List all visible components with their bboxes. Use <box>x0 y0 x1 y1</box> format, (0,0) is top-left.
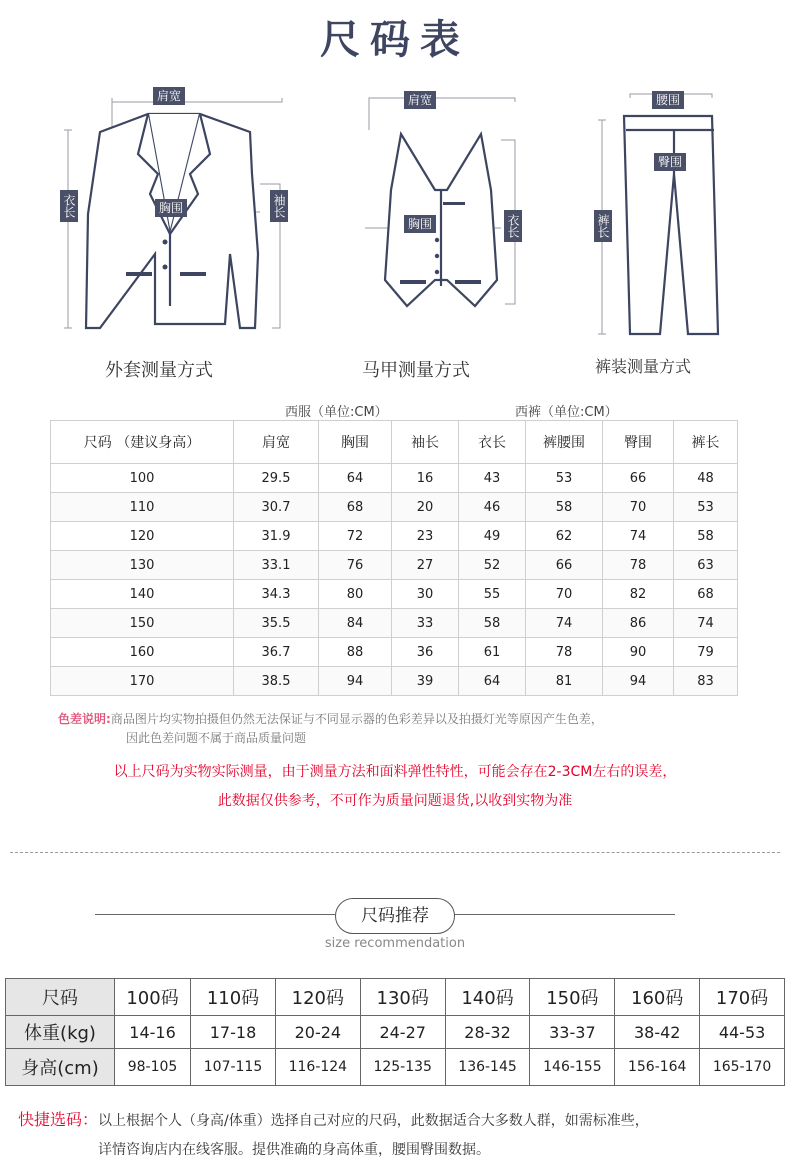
size-table-cell: 36.7 <box>234 638 319 667</box>
header-chest: 胸围 <box>319 421 392 464</box>
recommend-cell: 150码 <box>530 979 615 1016</box>
size-table-cell: 84 <box>319 609 392 638</box>
size-table-cell: 61 <box>459 638 526 667</box>
size-table-cell: 66 <box>603 464 674 493</box>
size-table-cell: 36 <box>392 638 459 667</box>
recommend-cell: 20-24 <box>275 1016 360 1049</box>
size-table-cell: 58 <box>459 609 526 638</box>
size-table-cell: 53 <box>526 464 603 493</box>
jacket-sleeve-tag: 袖长 <box>270 190 288 222</box>
size-table-cell: 46 <box>459 493 526 522</box>
header-size: 尺码 （建议身高） <box>51 421 234 464</box>
recommend-row <box>6 1016 785 1049</box>
recommend-table <box>5 978 785 1086</box>
size-table-cell: 34.3 <box>234 580 319 609</box>
recommend-cell: 130码 <box>360 979 445 1016</box>
jacket-length-tag: 衣长 <box>60 190 78 222</box>
size-table-cell: 78 <box>603 551 674 580</box>
pants-length-tag: 裤长 <box>594 210 612 242</box>
size-table-cell: 33.1 <box>234 551 319 580</box>
recommend-cell: 14-16 <box>115 1016 191 1049</box>
size-table-cell: 83 <box>674 667 738 696</box>
size-table-row <box>51 464 738 493</box>
size-table-cell: 82 <box>603 580 674 609</box>
recommend-row <box>6 979 785 1016</box>
size-table-cell: 120 <box>51 522 234 551</box>
recommend-cell: 165-170 <box>700 1049 785 1086</box>
recommend-cell: 44-53 <box>700 1016 785 1049</box>
header-length: 衣长 <box>459 421 526 464</box>
recommend-cell: 170码 <box>700 979 785 1016</box>
size-table-row <box>51 667 738 696</box>
recommend-cell: 100码 <box>115 979 191 1016</box>
size-table-cell: 64 <box>459 667 526 696</box>
color-note-label: 色差说明: <box>58 712 111 726</box>
jacket-shoulder-tag: 肩宽 <box>153 87 185 105</box>
size-table-cell: 30.7 <box>234 493 319 522</box>
size-table-cell: 74 <box>603 522 674 551</box>
size-table-cell: 62 <box>526 522 603 551</box>
size-table-cell: 68 <box>319 493 392 522</box>
size-table-cell: 33 <box>392 609 459 638</box>
size-table-row <box>51 638 738 667</box>
recommend-cell: 140码 <box>445 979 530 1016</box>
jacket-chest-tag: 胸围 <box>155 199 187 217</box>
header-sleeve: 袖长 <box>392 421 459 464</box>
tip-line1: 以上根据个人（身高/体重）选择自己对应的尺码，此数据适合大多数人群，如需标准些， <box>98 1113 649 1129</box>
recommend-cell: 160码 <box>615 979 700 1016</box>
recommend-cell: 125-135 <box>360 1049 445 1086</box>
vest-chest-tag: 胸围 <box>404 215 436 233</box>
warning-line2: 此数据仅供参考，不可作为质量问题退货,以收到实物为准 <box>217 793 573 809</box>
recommend-row <box>6 1049 785 1086</box>
size-table-cell: 16 <box>392 464 459 493</box>
header-hip: 臀围 <box>603 421 674 464</box>
size-table-cell: 48 <box>674 464 738 493</box>
size-table-cell: 63 <box>674 551 738 580</box>
recommend-cell: 98-105 <box>115 1049 191 1086</box>
size-table-cell: 68 <box>674 580 738 609</box>
size-table-cell: 94 <box>603 667 674 696</box>
size-table-cell: 170 <box>51 667 234 696</box>
size-table-cell: 74 <box>674 609 738 638</box>
header-shoulder: 肩宽 <box>234 421 319 464</box>
size-table-cell: 90 <box>603 638 674 667</box>
recommend-cell: 156-164 <box>615 1049 700 1086</box>
size-table-cell: 72 <box>319 522 392 551</box>
size-table-cell: 81 <box>526 667 603 696</box>
size-table-cell: 39 <box>392 667 459 696</box>
size-table-cell: 79 <box>674 638 738 667</box>
size-table-cell: 52 <box>459 551 526 580</box>
size-table-cell: 64 <box>319 464 392 493</box>
vest-diagram <box>355 90 525 320</box>
recommend-cell: 28-32 <box>445 1016 530 1049</box>
size-table-cell: 70 <box>603 493 674 522</box>
recommend-cell: 116-124 <box>275 1049 360 1086</box>
size-table-row <box>51 609 738 638</box>
size-table-cell: 74 <box>526 609 603 638</box>
quick-select-tip <box>18 1105 778 1165</box>
size-table-row <box>51 522 738 551</box>
vest-length-tag: 衣长 <box>504 210 522 242</box>
size-table-row <box>51 551 738 580</box>
size-table-cell: 43 <box>459 464 526 493</box>
size-table-cell: 76 <box>319 551 392 580</box>
size-table-cell: 88 <box>319 638 392 667</box>
pants-group-label: 西裤（单位:CM） <box>515 405 618 420</box>
size-table-row <box>51 493 738 522</box>
size-table-cell: 66 <box>526 551 603 580</box>
recommend-cell: 136-145 <box>445 1049 530 1086</box>
size-table-cell: 31.9 <box>234 522 319 551</box>
size-table-cell: 27 <box>392 551 459 580</box>
size-table-cell: 55 <box>459 580 526 609</box>
size-table <box>50 420 738 696</box>
tip-line2: 详情咨询店内在线客服。提供准确的身高体重，腰围臀围数据。 <box>98 1142 490 1158</box>
recommend-cell: 33-37 <box>530 1016 615 1049</box>
size-table-cell: 20 <box>392 493 459 522</box>
color-note-line1: 商品图片均实物拍摄但仍然无法保证与不同显示器的色彩差异以及拍摄灯光等原因产生色差， <box>110 712 603 726</box>
recommend-cell: 107-115 <box>191 1049 276 1086</box>
size-table-row <box>51 580 738 609</box>
warning-line1: 以上尺码为实物实际测量，由于测量方法和面料弹性特性，可能会存在2-3CM左右的误差， <box>113 764 677 780</box>
size-table-cell: 38.5 <box>234 667 319 696</box>
size-table-cell: 58 <box>674 522 738 551</box>
tip-label: 快捷选码： <box>18 1110 99 1129</box>
section-divider <box>10 852 780 853</box>
header-waist: 裤腰围 <box>526 421 603 464</box>
recommend-line-left <box>95 914 335 915</box>
jacket-measure-label: 外套测量方式 <box>105 360 213 381</box>
pants-waist-tag: 腰围 <box>652 91 684 109</box>
color-note-line2: 因此色差问题不属于商品质量问题 <box>126 731 307 745</box>
pants-hip-tag: 臀围 <box>654 153 686 171</box>
size-table-cell: 78 <box>526 638 603 667</box>
suit-group-label: 西服（单位:CM） <box>285 405 388 420</box>
size-table-cell: 53 <box>674 493 738 522</box>
size-table-cell: 150 <box>51 609 234 638</box>
size-table-header <box>51 421 738 464</box>
recommend-cell: 38-42 <box>615 1016 700 1049</box>
recommend-cell: 120码 <box>275 979 360 1016</box>
color-note <box>58 710 603 748</box>
recommend-cell: 146-155 <box>530 1049 615 1086</box>
recommend-subtitle: size recommendation <box>324 936 466 951</box>
vest-measure-label: 马甲测量方式 <box>362 360 470 381</box>
size-table-cell: 29.5 <box>234 464 319 493</box>
page-title: 尺码表 <box>320 17 470 63</box>
size-table-cell: 94 <box>319 667 392 696</box>
recommend-cell: 17-18 <box>191 1016 276 1049</box>
size-table-cell: 35.5 <box>234 609 319 638</box>
recommend-cell: 24-27 <box>360 1016 445 1049</box>
recommend-line-right <box>453 914 675 915</box>
size-table-cell: 58 <box>526 493 603 522</box>
recommend-row-label: 体重(kg) <box>6 1016 115 1049</box>
recommend-row-label: 尺码 <box>6 979 115 1016</box>
recommend-title: 尺码推荐 <box>335 898 455 934</box>
size-table-cell: 49 <box>459 522 526 551</box>
recommend-cell: 110码 <box>191 979 276 1016</box>
size-table-cell: 23 <box>392 522 459 551</box>
size-table-cell: 160 <box>51 638 234 667</box>
size-table-cell: 130 <box>51 551 234 580</box>
pants-measure-label: 裤装测量方式 <box>595 357 692 376</box>
size-table-cell: 100 <box>51 464 234 493</box>
size-table-cell: 70 <box>526 580 603 609</box>
header-pants-length: 裤长 <box>674 421 738 464</box>
size-table-cell: 80 <box>319 580 392 609</box>
size-table-cell: 140 <box>51 580 234 609</box>
size-table-cell: 86 <box>603 609 674 638</box>
size-table-cell: 30 <box>392 580 459 609</box>
size-table-cell: 110 <box>51 493 234 522</box>
vest-shoulder-tag: 肩宽 <box>404 91 436 109</box>
recommend-row-label: 身高(cm) <box>6 1049 115 1086</box>
